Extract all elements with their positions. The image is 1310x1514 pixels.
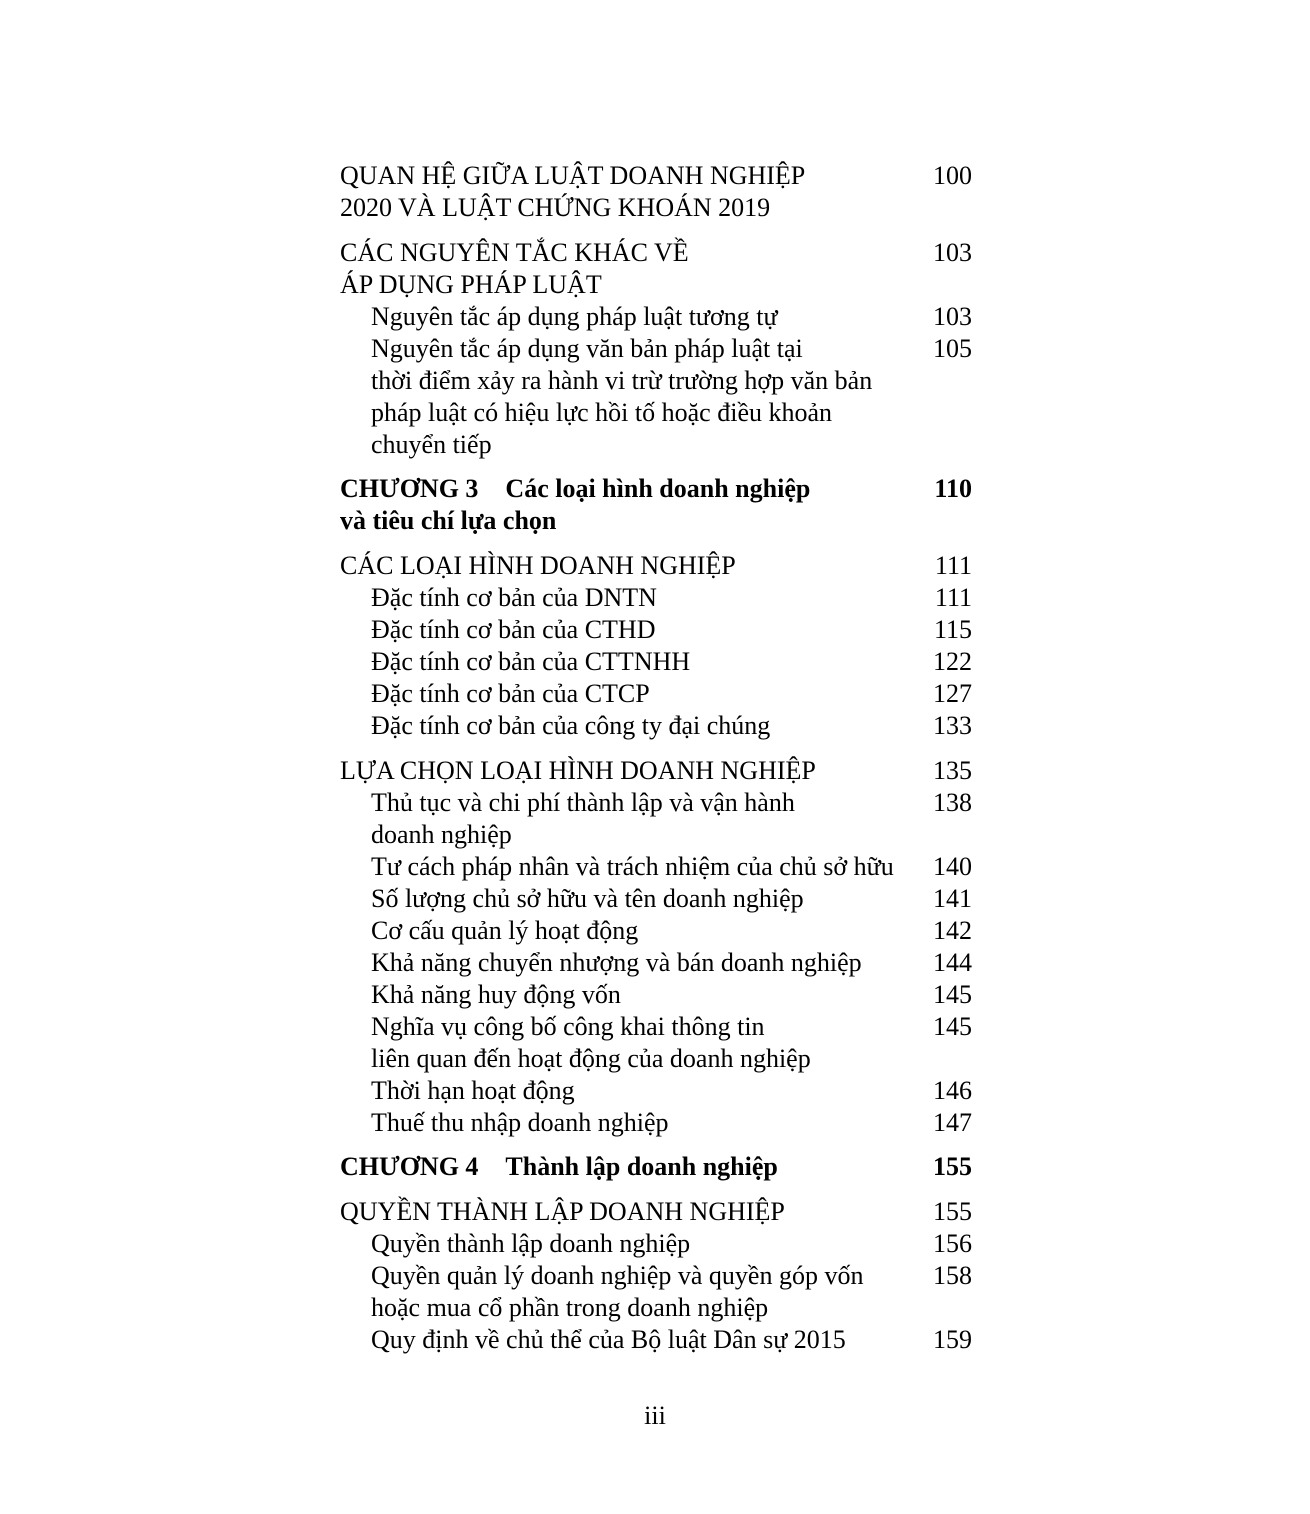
toc-entry-page-number: 147 [933,1108,972,1137]
toc-entry [340,1260,972,1324]
toc-entry-line: Đặc tính cơ bản của CTTNHH [371,647,691,676]
toc-entry-page-number: 111 [934,551,972,580]
toc-entry-line: QUAN HỆ GIỮA LUẬT DOANH NGHIỆP [340,161,806,190]
toc-entry-line: Khả năng chuyển nhượng và bán doanh nghiệp [371,948,862,977]
toc-entry-line: QUYỀN THÀNH LẬP DOANH NGHIỆP [340,1197,785,1226]
toc-entry-line: Đặc tính cơ bản của công ty đại chúng [371,711,771,740]
toc-entry [340,301,972,333]
toc-entry-title [340,646,910,678]
toc-entry-title [340,1228,910,1260]
toc-entry [340,1228,972,1260]
toc-entry-line: hoặc mua cổ phần trong doanh nghiệp [371,1293,769,1322]
toc-entry-page-number: 146 [933,1076,972,1105]
toc-entry-page-number: 111 [934,583,972,612]
chapter-title: Thành lập doanh nghiệp [505,1152,778,1181]
toc-entry-page-number: 158 [933,1261,972,1290]
toc-entry-line: chuyển tiếp [371,430,492,459]
toc-entry-line: Khả năng huy động vốn [371,980,621,1009]
toc-entry-line: Cơ cấu quản lý hoạt động [371,916,639,945]
toc-entry-line: liên quan đến hoạt động của doanh nghiệp [371,1044,811,1073]
toc-entry-title [340,473,910,537]
toc-entry-page-number: 142 [933,916,972,945]
toc-entry-title [340,710,910,742]
toc-entry-page-number: 103 [933,302,972,331]
toc-entry-title [340,1260,910,1324]
toc-entry-page-number: 145 [933,1012,972,1041]
toc-entry-line: Quyền thành lập doanh nghiệp [371,1229,691,1258]
toc-entry-page-number: 159 [933,1325,972,1354]
toc-entry [340,614,972,646]
toc-entry [340,1011,972,1075]
toc-entry-title [340,883,910,915]
toc-entry [340,915,972,947]
toc-entry-title [340,755,910,787]
toc-entry [340,755,972,787]
toc-entry-page-number: 155 [933,1197,972,1226]
toc-entry-title [340,301,910,333]
toc-entry-page-number: 145 [933,980,972,1009]
toc-entry-line: 2020 VÀ LUẬT CHỨNG KHOÁN 2019 [340,193,771,222]
toc-entry-page-number: 138 [933,788,972,817]
toc-entry-line: Số lượng chủ sở hữu và tên doanh nghiệp [371,884,804,913]
toc-entry [340,160,972,224]
toc-entry-page-number: 156 [933,1229,972,1258]
toc-entry [340,787,972,851]
chapter-label: CHƯƠNG 3 [340,474,479,503]
toc-entry-page-number: 135 [933,756,972,785]
toc-entry-title [340,160,910,224]
toc-entry [340,979,972,1011]
toc-entry-line: Thủ tục và chi phí thành lập và vận hành [371,788,795,817]
toc-entry-page-number: 103 [933,238,972,267]
toc-entry-line: Đặc tính cơ bản của CTHD [371,615,656,644]
toc-entry-title [340,915,910,947]
toc-entry [340,947,972,979]
toc-entry-title [340,947,910,979]
toc-entry-page-number: 144 [933,948,972,977]
toc-entry-page-number: 100 [933,161,972,190]
toc-entry [340,237,972,301]
toc-entry-title [340,237,910,301]
chapter-title: Các loại hình doanh nghiệp [505,474,811,503]
toc-entry [340,1324,972,1356]
toc-entry-line: Nghĩa vụ công bố công khai thông tin [371,1012,765,1041]
page-number-footer: iii [644,1401,666,1430]
toc-entry-title [340,1107,910,1139]
toc-entry-line: và tiêu chí lựa chọn [340,506,557,535]
toc-entry-page-number: 155 [933,1152,972,1181]
toc-entry-title [340,1075,910,1107]
toc-entry-page-number: 133 [933,711,972,740]
toc-entry-title [340,1011,910,1075]
toc-entry-line: Tư cách pháp nhân và trách nhiệm của chủ sở hữu [371,852,894,881]
toc-entry-title [340,333,910,461]
toc-entry [340,678,972,710]
toc-entry-page-number: 127 [933,679,972,708]
toc-entry-line: thời điểm xảy ra hành vi trừ trường hợp văn bản [371,366,873,395]
toc-entry-line: Thuế thu nhập doanh nghiệp [371,1108,669,1137]
toc-entry-page-number: 105 [933,334,972,363]
chapter-label: CHƯƠNG 4 [340,1152,479,1181]
toc-entry-line: Quyền quản lý doanh nghiệp và quyền góp vốn [371,1261,864,1290]
toc-entry [340,851,972,883]
toc-entry-title [340,614,910,646]
toc-entry-line: pháp luật có hiệu lực hồi tố hoặc điều khoản [371,398,833,427]
toc-entry [340,333,972,461]
toc-entry-page-number: 122 [933,647,972,676]
toc-entry [340,1151,972,1183]
toc-entry-line: LỰA CHỌN LOẠI HÌNH DOANH NGHIỆP [340,756,816,785]
toc-entry-line: doanh nghiệp [371,820,512,849]
toc-entry-title [340,1151,910,1183]
toc-entry-title [340,787,910,851]
toc-entry-line: Đặc tính cơ bản của DNTN [371,583,657,612]
toc-entry [340,710,972,742]
toc-entry-line: Thời hạn hoạt động [371,1076,575,1105]
toc-entry-title [340,582,910,614]
toc-entry-title [340,1196,910,1228]
toc-entry [340,550,972,582]
toc-entry [340,1075,972,1107]
toc-entry-line: Quy định về chủ thể của Bộ luật Dân sự 2015 [371,1325,846,1354]
toc-entry [340,1107,972,1139]
toc-entry [340,473,972,537]
toc-entry-title [340,1324,910,1356]
toc-entry-page-number: 141 [933,884,972,913]
toc-entry-page-number: 140 [933,852,972,881]
toc-entry-title [340,851,910,883]
toc-entry-line: CÁC NGUYÊN TẮC KHÁC VỀ [340,238,689,267]
toc-list [340,160,972,1356]
toc-entry-page-number: 115 [933,615,972,644]
toc-entry-line: Nguyên tắc áp dụng văn bản pháp luật tại [371,334,803,363]
toc-entry-title [340,550,910,582]
toc-entry [340,1196,972,1228]
toc-entry-line [340,1151,910,1183]
toc-entry-line: ÁP DỤNG PHÁP LUẬT [340,270,602,299]
toc-entry [340,883,972,915]
toc-entry [340,646,972,678]
toc-entry-line [340,473,910,505]
toc-entry-title [340,678,910,710]
toc-entry-page-number: 110 [934,474,972,503]
toc-entry-line: CÁC LOẠI HÌNH DOANH NGHIỆP [340,551,736,580]
toc-entry-line: Nguyên tắc áp dụng pháp luật tương tự [371,302,778,331]
toc-entry [340,582,972,614]
toc-entry-line: Đặc tính cơ bản của CTCP [371,679,650,708]
toc-entry-title [340,979,910,1011]
